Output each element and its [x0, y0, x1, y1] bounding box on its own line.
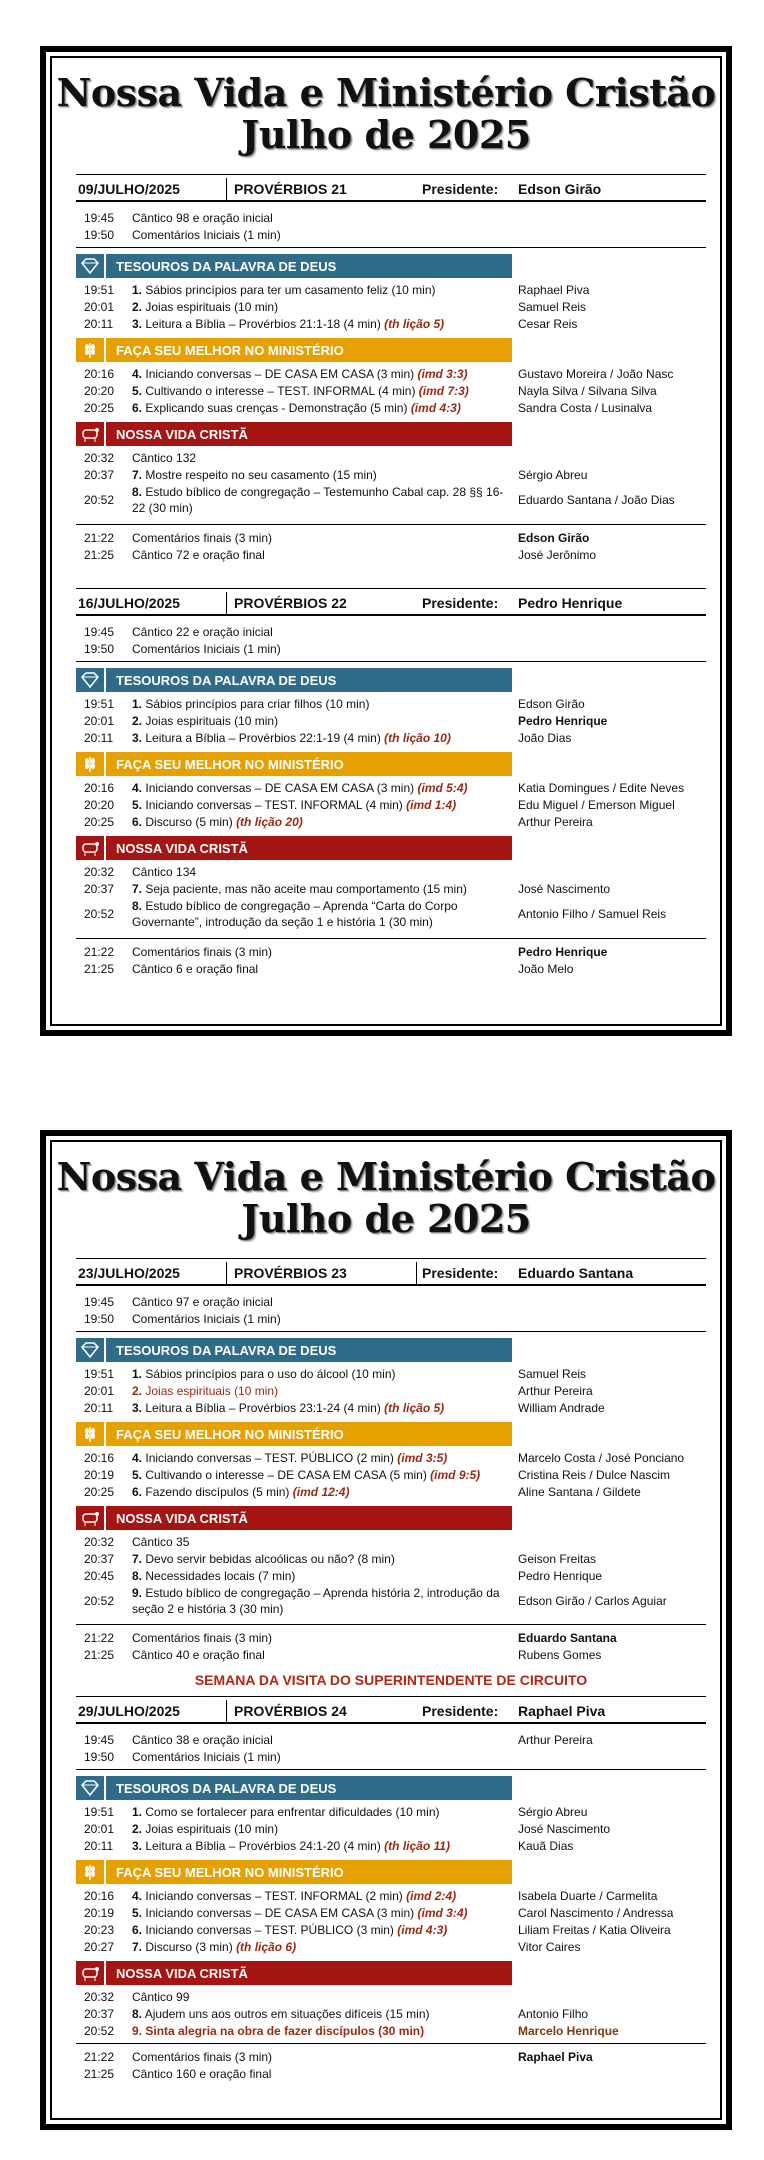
- wheat-icon: [76, 338, 106, 362]
- week-date: 23/JULHO/2025: [78, 1265, 180, 1281]
- bible-reading: PROVÉRBIOS 22: [234, 595, 347, 611]
- page-subtitle: Julho de 2025: [241, 112, 531, 157]
- bible-reading: PROVÉRBIOS 21: [234, 181, 347, 197]
- gem-icon: [76, 254, 106, 278]
- president-label: Presidente:: [422, 1703, 499, 1719]
- president-name: Raphael Piva: [518, 1703, 606, 1719]
- living-band: NOSSA VIDA CRISTÃ: [76, 1506, 512, 1530]
- president-name: Edson Girão: [518, 181, 602, 197]
- page-title: Nossa Vida e Ministério Cristão: [56, 70, 716, 115]
- ministry-band: FAÇA SEU MELHOR NO MINISTÉRIO: [76, 752, 512, 776]
- wheat-icon: [76, 1422, 106, 1446]
- schedule-page-2: Nossa Vida e Ministério Cristão Julho de 2025 23/JULHO/2025 PROVÉRBIOS 23 Presidente: Eduardo Santana 19:45 Cântico 97 e oração inicial 19:50 Comentários Iniciais (1 min) TESOUROS DA PALAVRA DE DEUS 19:51 1. Sábios princípios para o uso do álcool (10 min) Samuel Reis 20:01 2. Joias espirituais (10 min) Arthur Pereira 20:11 3. Leitura a Bíblia – Provérbios 23:1-24 (4 min) (th lição 5) William Andrade FAÇA SEU MELHOR NO MINISTÉRIO 20:16 4. Iniciando conversas – TEST. PÚBLICO (2 min) (imd 3:5) Marcelo Costa / José Ponciano 20:19 5. Cultivando o interesse – DE CASA EM CASA (5 min) (imd 9:5) Cristina Reis / Dulce Nascim 20:25 6. Fazendo discípulos (5 min) (imd 12:4) Aline Santana / Gildete NOSSA VIDA CRISTÃ 20:32 Cântico 35 20:37 7. Devo servir bebidas alcoólicas ou não? (8 min) Geison Freitas 20:45 8. Necessidades locais (7 min) Pedro Henrique 20:52 9. Estudo bíblico de congregação – Aprenda história 2, introdução da seção 2 e história 3 (30 min) Edson Girão / Carlos Aguiar 21:22 Comentários finais (3 min) Eduardo Santana 21:25 Cântico 40 e oração final Rubens Gomes SEMANA DA VISITA DO SUPERINTENDENTE DE CIRCUITO 29/JULHO/2025 PROVÉRBIOS 24 Presidente: Raphael Piva 19:45 Cântico 38 e oração inicial Arthur Pereira 19:50 Comentários Iniciais (1 min) TESOUROS DA PALAVRA DE DEUS 19:51 1. Como se fortalecer para enfrentar dificuldades (10 min) Sérgio Abreu 20:01 2. Joias espirituais (10 min) José Nascimento 20:11 3. Leitura a Bíblia – Provérbios 24:1-20 (4 min) (th lição 11) Kauã Dias FAÇA SEU MELHOR NO MINISTÉRIO 20:16 4. Iniciando conversas – TEST. INFORMAL (2 min) (imd 2:4) Isabela Duarte / Carmelita 20:19 5. Iniciando conversas – DE CASA EM CASA (3 min) (imd 3:4) Carol Nascimento / Andressa 20:23 6. Iniciando conversas – TEST. PÚBLICO (3 min) (imd 4:3) Liliam Freitas / Katia Oliveira 20:27 7. Discurso (3 min) (th lição 6) Vitor Caires NOSSA VIDA CRISTÃ 20:32 Cântico 99 20:37 8. Ajudem uns aos outros em situações difíceis (15 min) Antonio Filho 20:52 9. Sinta alegria na obra de fazer discípulos (30 min) Marcelo Henrique 21:22 Comentários finais (3 min) Raphael Piva 21:25 Cântico 160 e oração final: [40, 1130, 732, 2130]
- week-date: 29/JULHO/2025: [78, 1703, 180, 1719]
- week-header: [76, 178, 706, 202]
- page-title: Nossa Vida e Ministério Cristão: [56, 1154, 716, 1199]
- ministry-band: FAÇA SEU MELHOR NO MINISTÉRIO: [76, 1860, 512, 1884]
- schedule-page-1: Nossa Vida e Ministério Cristão Julho de 2025 09/JULHO/2025 PROVÉRBIOS 21 Presidente: Edson Girão 19:45 Cântico 98 e oração inicial 19:50 Comentários Iniciais (1 min) TESOUROS DA PALAVRA DE DEUS 19:51 1. Sábios princípios para ter um casamento feliz (10 min) Raphael Piva 20:01 2. Joias espirituais (10 min) Samuel Reis 20:11 3. Leitura a Bíblia – Provérbios 21:1-18 (4 min) (th lição 5) Cesar Reis FAÇA SEU MELHOR NO MINISTÉRIO 20:16 4. Iniciando conversas – DE CASA EM CASA (3 min) (imd 3:3) Gustavo Moreira / João Nasc 20:20 5. Cultivando o interesse – TEST. INFORMAL (4 min) (imd 7:3) Nayla Silva / Silvana Silva 20:25 6. Explicando suas crenças - Demonstração (5 min) (imd 4:3) Sandra Costa / Lusinalva NOSSA VIDA CRISTÃ 20:32 Cântico 132 20:37 7. Mostre respeito no seu casamento (15 min) Sérgio Abreu 20:52 8. Estudo bíblico de congregação – Testemunho Cabal cap. 28 §§ 16-22 (30 min) Eduardo Santana / João Dias 21:22 Comentários finais (3 min) Edson Girão 21:25 Cântico 72 e oração final José Jerônimo 16/JULHO/2025 PROVÉRBIOS 22 Presidente: Pedro Henrique 19:45 Cântico 22 e oração inicial 19:50 Comentários Iniciais (1 min) TESOUROS DA PALAVRA DE DEUS 19:51 1. Sábios princípios para criar filhos (10 min) Edson Girão 20:01 2. Joias espirituais (10 min) Pedro Henrique 20:11 3. Leitura a Bíblia – Provérbios 22:1-19 (4 min) (th lição 10) João Dias FAÇA SEU MELHOR NO MINISTÉRIO 20:16 4. Iniciando conversas – DE CASA EM CASA (3 min) (imd 5:4) Katia Domingues / Edite Neves 20:20 5. Iniciando conversas – TEST. INFORMAL (4 min) (imd 1:4) Edu Miguel / Emerson Miguel 20:25 6. Discurso (5 min) (th lição 20) Arthur Pereira NOSSA VIDA CRISTÃ 20:32 Cântico 134 20:37 7. Seja paciente, mas não aceite mau comportamento (15 min) José Nascimento 20:52 8. Estudo bíblico de congregação – Aprenda “Carta do Corpo Governante”, introdução da seção 1 e história 1 (30 min) Antonio Filho / Samuel Reis 21:22 Comentários finais (3 min) Pedro Henrique 21:25 Cântico 6 e oração final João Melo: [40, 46, 732, 1036]
- sheep-icon: [76, 1961, 106, 1985]
- wheat-icon: [76, 752, 106, 776]
- week-header: [76, 1700, 706, 1724]
- president-label: Presidente:: [422, 1265, 499, 1281]
- gem-icon: [76, 1776, 106, 1800]
- treasures-band: TESOUROS DA PALAVRA DE DEUS: [76, 1338, 512, 1362]
- president-label: Presidente:: [422, 595, 499, 611]
- president-name: Eduardo Santana: [518, 1265, 634, 1281]
- gem-icon: [76, 668, 106, 692]
- living-band: NOSSA VIDA CRISTÃ: [76, 1961, 512, 1985]
- week-date: 16/JULHO/2025: [78, 595, 180, 611]
- sheep-icon: [76, 836, 106, 860]
- president-name: Pedro Henrique: [518, 595, 623, 611]
- sheep-icon: [76, 422, 106, 446]
- ministry-band: FAÇA SEU MELHOR NO MINISTÉRIO: [76, 338, 512, 362]
- page-subtitle: Julho de 2025: [241, 1196, 531, 1241]
- week-header: [76, 1262, 706, 1286]
- sheep-icon: [76, 1506, 106, 1530]
- week-date: 09/JULHO/2025: [78, 181, 180, 197]
- bible-reading: PROVÉRBIOS 24: [234, 1703, 347, 1719]
- circuit-visit-notice: SEMANA DA VISITA DO SUPERINTENDENTE DE CIRCUITO: [194, 1672, 588, 1688]
- living-band: NOSSA VIDA CRISTÃ: [76, 422, 512, 446]
- treasures-band: TESOUROS DA PALAVRA DE DEUS: [76, 668, 512, 692]
- ministry-band: FAÇA SEU MELHOR NO MINISTÉRIO: [76, 1422, 512, 1446]
- treasures-band: TESOUROS DA PALAVRA DE DEUS: [76, 1776, 512, 1800]
- president-label: Presidente:: [422, 181, 499, 197]
- bible-reading: PROVÉRBIOS 23: [234, 1265, 347, 1281]
- week-header: [76, 592, 706, 616]
- wheat-icon: [76, 1860, 106, 1884]
- treasures-band: TESOUROS DA PALAVRA DE DEUS: [76, 254, 512, 278]
- gem-icon: [76, 1338, 106, 1362]
- living-band: NOSSA VIDA CRISTÃ: [76, 836, 512, 860]
